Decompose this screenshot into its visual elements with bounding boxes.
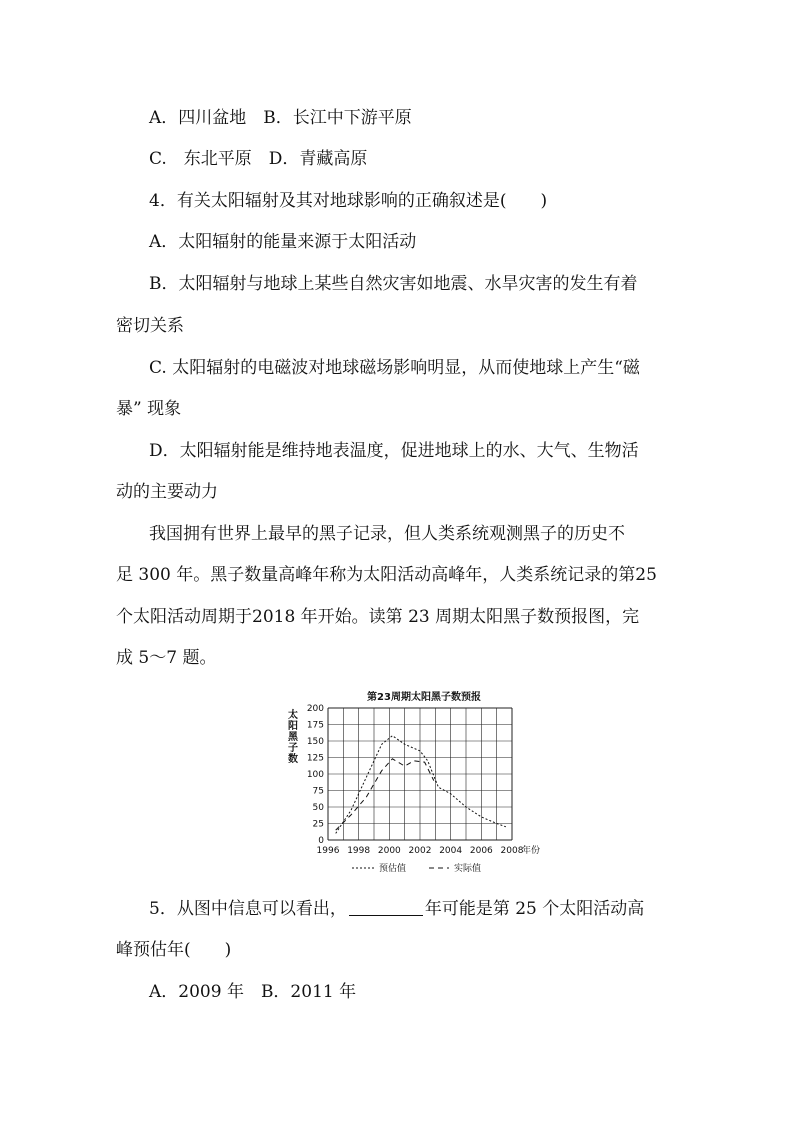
passage-line-2: 足 300 年。黑子数量高峰年称为太阳活动高峰年，人类系统记录的第25 [116,565,657,585]
legend-label-forecast: 预估值 [379,864,407,874]
y-tick-label: 175 [306,720,324,731]
question-4-stem: 4．有关太阳辐射及其对地球影响的正确叙述是( ) [149,191,548,211]
question-5-line1 [149,898,644,920]
sunspot-forecast-chart [284,688,554,874]
legend-label-actual: 实际值 [454,864,482,874]
x-tick-label: 2000 [377,846,401,856]
passage-line-3: 个太阳活动周期于2018 年开始。读第 23 周期太阳黑子数预报图，完 [116,607,640,627]
x-tick-label: 1998 [347,846,371,856]
chart-series [336,736,506,834]
y-tick-label: 75 [312,786,324,797]
y-tick-labels [307,704,324,846]
x-tick-label: 2002 [408,846,432,856]
y-tick-label: 125 [306,753,324,764]
question-5-line2: 峰预估年( ) [116,940,232,960]
series-line-actual [336,759,434,830]
y-axis-label-char: 阳 [288,721,298,732]
chart-legend [352,862,481,874]
series-line-forecast [336,736,506,834]
passage-line-1: 我国拥有世界上最早的黑子记录，但人类系统观测黑子的历史不 [149,524,625,544]
answer-blank [349,899,423,916]
question-4-option-d-line1: D．太阳辐射能是维持地表温度，促进地球上的水、大气、生物活 [149,441,639,461]
y-tick-label: 25 [312,819,324,830]
option-line-ab: A．四川盆地 B．长江中下游平原 [149,108,412,128]
y-tick-label: 100 [306,770,324,780]
y-tick-label: 50 [312,803,324,813]
y-tick-label: 0 [318,836,324,846]
y-axis-label-char: 数 [288,754,298,765]
y-axis-label-char: 黑 [288,732,298,743]
chart-grid [328,708,512,840]
question-4-option-b-line2: 密切关系 [116,316,184,336]
question-4-option-c-line1: C. 太阳辐射的电磁波对地球磁场影响明显，从而使地球上产生“磁 [149,358,640,378]
x-tick-labels [317,846,524,856]
y-axis-label-char: 子 [288,743,298,754]
question-4-option-b-line1: B．太阳辐射与地球上某些自然灾害如地震、水旱灾害的发生有着 [149,274,638,294]
x-tick-label: 2006 [469,846,493,856]
x-tick-label: 2004 [439,846,463,856]
x-tick-label: 2008 [500,846,524,856]
y-tick-label: 150 [306,737,324,747]
question-5-stem-part2: 年可能是第 25 个太阳活动高 [424,899,645,919]
passage-line-4: 成 5～7 题。 [116,648,217,668]
question-4-option-a: A．太阳辐射的能量来源于太阳活动 [149,232,417,252]
y-axis-label-char: 太 [288,710,298,721]
y-axis-label [288,708,299,765]
question-5-stem-part1: 5．从图中信息可以看出， [149,899,347,919]
x-tick-label: 1996 [316,846,340,856]
question-4-option-d-line2: 动的主要动力 [116,482,218,502]
chart-title: 第23周期太阳黑子数预报 [367,692,481,703]
question-4-option-c-line2: 暴” 现象 [116,399,182,419]
option-line-cd: C. 东北平原 D．青藏高原 [149,149,368,169]
question-5-options: A．2009 年 B．2011 年 [149,982,357,1002]
x-axis-label: 年份 [522,846,541,856]
y-tick-label: 200 [306,704,324,714]
